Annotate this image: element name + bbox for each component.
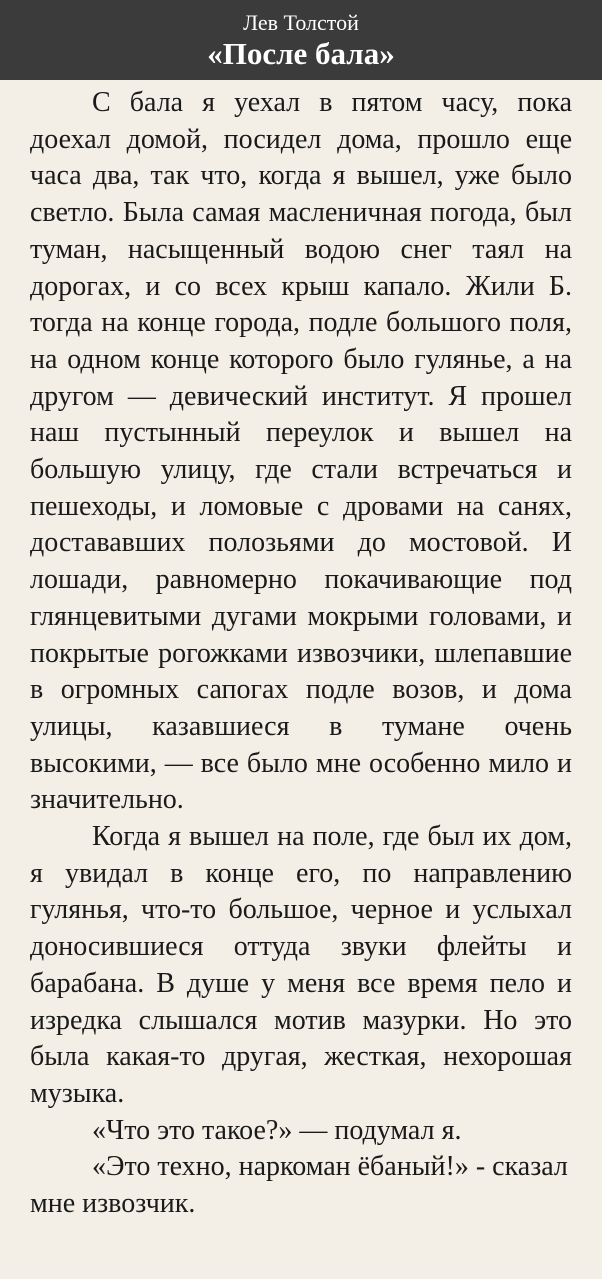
paragraph-2: Когда я вышел на поле, где был их дом, я увидал в конце его, по направлению гулянья, что-то большое, черное и услыхал доносившиеся оттуда звуки флейты и барабана. В душе у меня все время пело и изредка слышался мотив мазурки. Но это была какая-то другая, жесткая, нехорошая музыка. — [30, 821, 572, 1109]
author-name: Лев Толстой — [243, 10, 359, 35]
story-title: «После бала» — [207, 36, 395, 71]
page-header — [0, 0, 602, 80]
paragraph-4: «Это техно, наркоман ёбаный!» - сказал мне извозчик. — [30, 1151, 568, 1220]
paragraph-1: С бала я уехал в пятом часу, пока доехал домой, посидел дома, прошло еще часа два, так что, когда я вышел, уже было светло. Была самая масленичная погода, был туман, насыщенный водою снег таял на дорогах, и со всех крыш капало. Жили Б. тогда на конце города, подле большого поля, на одном конце которого было гулянье, а на другом — девический институт. Я прошел наш пустынный переулок и вышел на большую улицу, где стали встречаться и пешеходы, и ломовые с дровами на санях, достававших полозьями до мостовой. И лошади, равномерно покачивающие под глянцевитыми дугами мокрыми головами, и покрытые рогожками извозчики, шлепавшие в огромных сапогах подле возов, и дома улицы, казавшиеся в тумане очень высокими, — все было мне особенно мило и значительно. — [30, 87, 572, 816]
story-text — [0, 80, 602, 1223]
paragraph-3: «Что это такое?» — подумал я. — [92, 1114, 462, 1146]
